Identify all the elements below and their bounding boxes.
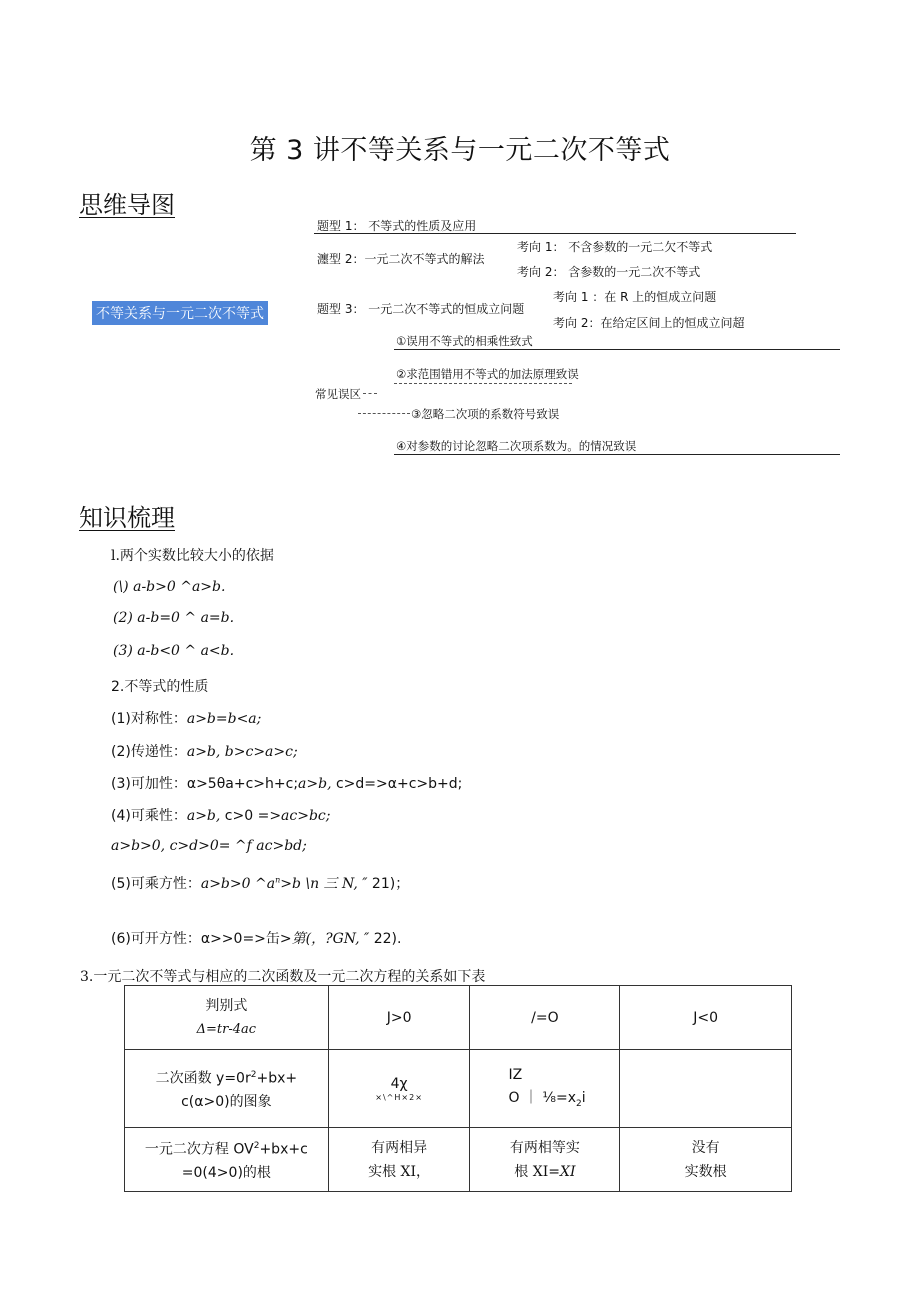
- mindmap-line-type1: [314, 233, 796, 234]
- row-roots-label-part2: +bx+c: [259, 1141, 308, 1158]
- graph-zero-root-end: i: [581, 1089, 586, 1106]
- graph-zero-root-sub: 2: [576, 1098, 582, 1109]
- mindmap-type1: 题型 1： 不等式的性质及应用: [317, 219, 477, 233]
- table-row-graph: [125, 1050, 792, 1128]
- property-root-f3: 22).: [369, 931, 402, 947]
- property-power-f1: a>b>0 ^a: [200, 876, 276, 892]
- property-power: [111, 873, 409, 893]
- property-power-f2: >b \n 三 N, ″: [280, 876, 368, 892]
- mindmap-type2-direction1: 考向 1： 不含参数的一元二欠不等式: [517, 240, 713, 254]
- property-multiplicative-label: (4)可乘性：: [111, 808, 187, 824]
- property-symmetry-formula: a>b=b<a;: [186, 711, 262, 727]
- property-power-f3: 21)；: [367, 876, 410, 892]
- table-header-row: [125, 986, 792, 1050]
- row-graph-negative: [620, 1050, 792, 1128]
- graph-positive-roots: ×\^H×2×: [375, 1093, 423, 1102]
- property-transitive: [111, 741, 298, 761]
- property-power-label: (5)可乘方性：: [111, 876, 201, 892]
- table-header-discriminant: [125, 986, 329, 1050]
- row-roots-label-line1: [129, 1134, 324, 1162]
- row-graph-label-sup: 2: [250, 1069, 257, 1080]
- property-transitive-label: (2)传递性：: [111, 744, 187, 760]
- mindmap-line-mistake1: [394, 349, 840, 350]
- property-additive-formula1: α>5θa+c>h+c;: [186, 776, 299, 792]
- property-multiplicative-positive: a>b>0, c>d>0= ^f ac>bd;: [111, 838, 307, 854]
- row-graph-label-line1: [129, 1063, 324, 1091]
- property-root: [111, 928, 401, 948]
- mindmap-dashline-mistake2: [394, 383, 572, 384]
- property-root-f2: 第(，?GN, ″: [291, 931, 370, 947]
- property-symmetry-label: (1)对称性：: [111, 711, 187, 727]
- section3-title: 3.一元二次不等式与相应的二次函数及一元二次方程的关系如下表: [80, 969, 486, 985]
- section1-item3: (3) a-b<0 ^ a<b.: [113, 643, 235, 659]
- mindmap-heading: 思维导图: [79, 191, 175, 219]
- row-roots-positive: [328, 1128, 470, 1192]
- property-additive-label: (3)可加性：: [111, 776, 187, 792]
- row-roots-label: [125, 1128, 329, 1192]
- roots-positive-line2: 实根 XI，: [368, 1163, 431, 1180]
- property-root-label: (6)可开方性：: [111, 931, 201, 947]
- property-additive-formula2: a>b,: [298, 776, 332, 792]
- graph-zero-root-part1: O ｜ ⅛=x: [508, 1089, 576, 1106]
- row-graph-positive: [328, 1050, 470, 1128]
- row-graph-zero: [470, 1050, 620, 1128]
- section1-item2: (2) a-b=0 ^ a=b.: [113, 610, 235, 626]
- row-graph-label: [125, 1050, 329, 1128]
- mindmap-line-mistake4: [394, 454, 840, 455]
- mindmap-type2: 瀍型 2：一元二次不等式的解法: [317, 252, 485, 266]
- page-title: 第 3 讲不等关系与一元二次不等式: [249, 135, 671, 166]
- property-additive-formula3: c>d=>α+c>b+d;: [331, 776, 463, 792]
- property-multiplicative: [111, 805, 331, 825]
- mindmap-mistake3: ③忽略二次项的系数符号致误: [411, 407, 560, 421]
- roots-zero-line2-part2: XI: [559, 1163, 576, 1180]
- section2-title: 2.不等式的性质: [111, 679, 209, 695]
- mindmap-type3: 题型 3： 一元二次不等式的恒成立问题: [317, 302, 525, 316]
- property-symmetry: [111, 708, 261, 728]
- property-additive: [111, 773, 462, 793]
- roots-zero-line2-part1: 根 XI=: [514, 1163, 560, 1180]
- row-roots-negative: [620, 1128, 792, 1192]
- table-header-zero: /=O: [470, 986, 620, 1050]
- header-discriminant-formula: Δ=tr-4ac: [196, 1021, 257, 1037]
- roots-zero-line2: [474, 1160, 615, 1184]
- row-roots-label-sup: 2: [253, 1140, 260, 1151]
- knowledge-heading: 知识梳理: [79, 504, 175, 532]
- property-power-sup: n: [275, 875, 281, 885]
- property-root-f1: α>>0=>缶>: [200, 931, 292, 947]
- graph-zero-root: [508, 1087, 615, 1115]
- row-roots-zero: [470, 1128, 620, 1192]
- row-graph-label-part1: 二次函数 y=0r: [155, 1070, 251, 1087]
- row-roots-label-part1: 一元二次方程 OV: [144, 1141, 254, 1158]
- table-header-positive: J>0: [328, 986, 470, 1050]
- roots-negative-line2: 实数根: [684, 1163, 727, 1180]
- property-multiplicative-f1: a>b,: [186, 808, 221, 824]
- relation-table: [124, 985, 792, 1192]
- table-row-roots: [125, 1128, 792, 1192]
- mindmap-mistake2: ②求范围错用不等式的加法原理致误: [396, 367, 579, 381]
- header-discriminant-label: 判别式: [205, 997, 248, 1014]
- mindmap-type3-direction2: 考向 2：在给定区间上的恒成立问超: [553, 316, 745, 330]
- mindmap-type3-direction1: 考向 1 ：在 R 上的恒成立问题: [553, 290, 717, 304]
- graph-positive-glyph: 4χ: [390, 1076, 408, 1092]
- mindmap-dashline-label: [363, 393, 377, 394]
- row-graph-label-part2: +bx+: [256, 1070, 298, 1087]
- section1-item1: (\) a-b>0 ^a>b.: [113, 579, 226, 595]
- roots-zero-line1: 有两相等实: [509, 1139, 580, 1156]
- property-transitive-formula: a>b, b>c>a>c;: [186, 744, 298, 760]
- graph-zero-glyph: IZ: [508, 1066, 523, 1083]
- property-multiplicative-f2: c>0: [220, 808, 254, 824]
- row-graph-label-line2: c(α>0)的图象: [181, 1094, 272, 1111]
- row-roots-label-line2: =0(4>0)的根: [181, 1165, 271, 1182]
- table-header-negative: J<0: [620, 986, 792, 1050]
- mindmap-dashline-mistake3: [358, 413, 410, 414]
- roots-negative-line1: 没有: [691, 1139, 720, 1156]
- property-multiplicative-f3: =>ac>bc;: [253, 808, 331, 824]
- mindmap-mistake4: ④对参数的讨论忽略二次项系数为。的情况致误: [396, 439, 637, 453]
- section1-title: l.两个实数比较大小的依据: [111, 548, 274, 564]
- mindmap-mistake1: ①误用不等式的相乘性致式: [396, 334, 533, 348]
- mindmap-type2-direction2: 考向 2： 含参数的一元二次不等式: [517, 265, 701, 279]
- mindmap-center-node: 不等关系与一元二次不等式: [92, 301, 268, 325]
- mindmap-mistakes-label: 常见误区: [315, 387, 361, 401]
- roots-positive-line1: 有两相异: [371, 1139, 428, 1156]
